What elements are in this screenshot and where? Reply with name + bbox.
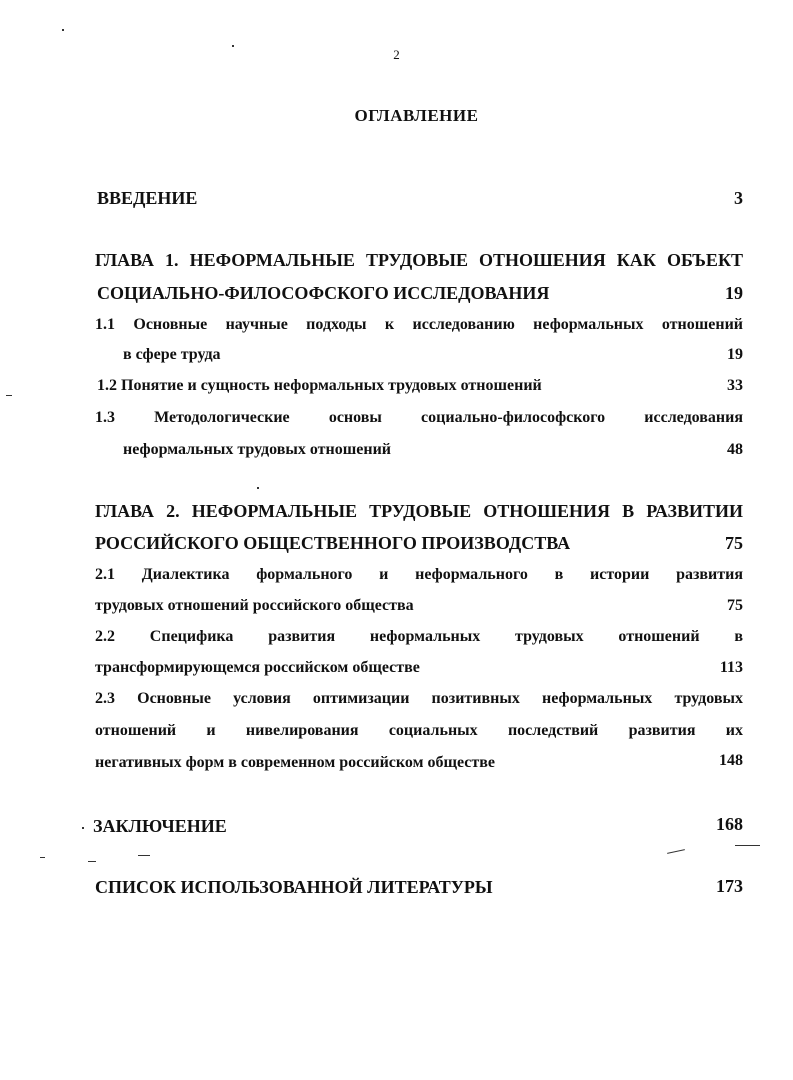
scan-speck — [40, 857, 45, 858]
scan-speck — [735, 845, 760, 846]
toc-ch1-title-line2: СОЦИАЛЬНО-ФИЛОСОФСКОГО ИССЛЕДОВАНИЯ — [97, 283, 550, 303]
toc-s1-2-page: 33 — [727, 377, 743, 394]
scan-speck — [138, 855, 150, 856]
toc-s1-3-line2: неформальных трудовых отношений — [123, 441, 392, 458]
toc-s1-1-page: 19 — [727, 346, 743, 363]
toc-ch2-title-line1: ГЛАВА 2. НЕФОРМАЛЬНЫЕ ТРУДОВЫЕ ОТНОШЕНИЯ В РАЗВИТИИ — [95, 501, 743, 521]
scan-speck — [232, 45, 234, 47]
toc-s2-2-line2: трансформирующемся российском обществе — [95, 659, 420, 676]
page-title: ОГЛАВЛЕНИЕ — [354, 106, 479, 125]
toc-s1-2-label: 1.2 Понятие и сущность неформальных трудовых отношений — [97, 377, 542, 394]
toc-s2-1-page: 75 — [727, 597, 743, 614]
toc-ch2-title-line2: РОССИЙСКОГО ОБЩЕСТВЕННОГО ПРОИЗВОДСТВА — [95, 533, 571, 553]
toc-ch2-page: 75 — [725, 533, 743, 553]
toc-s2-2-line1: 2.2 Специфика развития неформальных трудовых отношений в — [95, 628, 743, 645]
toc-references-page: 173 — [716, 876, 743, 896]
scan-speck — [6, 395, 12, 396]
toc-intro-label: ВВЕДЕНИЕ — [97, 188, 198, 208]
toc-s1-3-page: 48 — [727, 441, 743, 458]
toc-s2-3-line1: 2.3 Основные условия оптимизации позитивных неформальных трудовых — [95, 690, 743, 707]
toc-s1-1-line2: в сфере труда — [123, 346, 221, 363]
toc-conclusion-label: ЗАКЛЮЧЕНИЕ — [93, 816, 227, 836]
toc-ch1-page: 19 — [725, 283, 743, 303]
toc-s2-2-page: 113 — [719, 659, 743, 676]
toc-references-label: СПИСОК ИСПОЛЬЗОВАННОЙ ЛИТЕРАТУРЫ — [95, 877, 493, 897]
toc-s2-1-line2: трудовых отношений российского общества — [95, 597, 414, 614]
scan-speck — [88, 861, 96, 862]
toc-intro-page: 3 — [734, 188, 743, 208]
page-number: 2 — [393, 47, 400, 62]
toc-s2-3-line2: отношений и нивелирования социальных последствий развития их — [95, 722, 743, 739]
toc-s2-1-line1: 2.1 Диалектика формального и неформального в истории развития — [95, 566, 743, 583]
toc-s2-3-page: 148 — [719, 752, 743, 769]
toc-s1-3-line1: 1.3 Методологические основы социально-философского исследования — [95, 409, 743, 426]
scan-speck — [82, 827, 84, 829]
scan-speck — [62, 29, 64, 31]
toc-conclusion-page: 168 — [716, 814, 743, 834]
toc-ch1-title-line1: ГЛАВА 1. НЕФОРМАЛЬНЫЕ ТРУДОВЫЕ ОТНОШЕНИЯ КАК ОБЪЕКТ — [95, 250, 743, 270]
scan-speck — [667, 849, 685, 854]
toc-s2-3-line3: негативных форм в современном российском обществе — [95, 754, 495, 771]
scan-speck — [257, 487, 259, 489]
toc-s1-1-line1: 1.1 Основные научные подходы к исследованию неформальных отношений — [95, 316, 743, 333]
